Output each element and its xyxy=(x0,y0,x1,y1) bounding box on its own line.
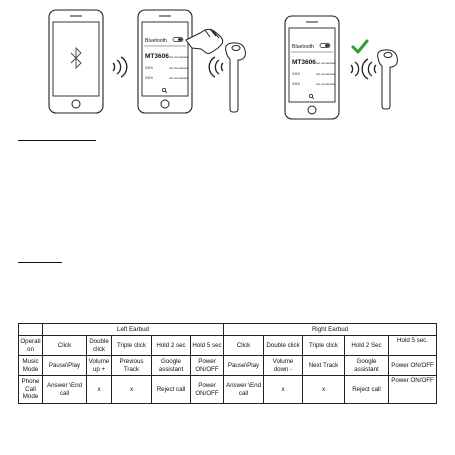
device-status: not connected xyxy=(169,55,188,59)
earbud-illustration xyxy=(226,43,246,112)
table-cell: Hold 2 sec xyxy=(152,336,191,356)
other-device: XXX xyxy=(145,65,154,70)
pairing-illustration xyxy=(0,0,455,120)
other-device-status: not connected xyxy=(169,76,188,80)
checkmark-icon xyxy=(353,41,367,52)
other-device: XXX xyxy=(292,81,301,86)
other-device-status: not connected xyxy=(316,72,335,76)
table-cell: Click xyxy=(224,336,264,356)
section-heading-underline xyxy=(18,262,62,263)
table-cell: Answer \End call xyxy=(43,376,87,404)
right-earbud-header: Right Earbud xyxy=(224,324,437,336)
table-cell: x xyxy=(112,376,152,404)
table-cell: Hold 5 sec xyxy=(191,336,224,356)
phone-bluetooth-list-2 xyxy=(285,16,339,119)
table-corner-cell xyxy=(19,324,43,336)
table-cell: x xyxy=(264,376,303,404)
table-cell: Power ON/OFF xyxy=(389,356,437,376)
table-cell: Answer \End call xyxy=(224,376,264,404)
row-label: Music Mode xyxy=(19,356,43,376)
wireless-signal-icon xyxy=(209,57,223,77)
table-cell: Triple click xyxy=(112,336,152,356)
table-cell: Hold 2 Sec xyxy=(345,336,389,356)
left-earbud-header: Left Earbud xyxy=(43,324,224,336)
table-row xyxy=(19,376,437,404)
earbud-controls-table xyxy=(18,323,437,404)
device-name: MT3606 xyxy=(292,59,316,66)
other-device: XXX xyxy=(292,71,301,76)
device-name: MT3606 xyxy=(145,53,169,60)
device-status: not connected xyxy=(316,61,335,65)
table-cell: x xyxy=(303,376,345,404)
screen-title: Bluetooth xyxy=(145,38,167,44)
table-row xyxy=(19,356,437,376)
phone-bluetooth-illustration xyxy=(49,10,103,113)
table-cell: Pause\Play xyxy=(43,356,87,376)
table-cell: x xyxy=(87,376,112,404)
table-cell: Google assistant xyxy=(345,356,389,376)
table-cell: Power ON/OFF xyxy=(191,356,224,376)
table-cell: Next Track xyxy=(303,356,345,376)
table-cell: Reject call xyxy=(345,376,389,404)
wireless-signal-icon xyxy=(113,57,127,77)
phone-bluetooth-list-1 xyxy=(138,10,192,113)
section-heading-underline xyxy=(18,140,96,141)
table-cell: Volume down - xyxy=(264,356,303,376)
table-header-row xyxy=(19,324,437,336)
table-cell: Power ON/OFF xyxy=(389,376,437,404)
table-cell: Click xyxy=(43,336,87,356)
table-cell: Google assistant xyxy=(152,356,191,376)
screen-title: Bluetooth xyxy=(292,44,314,50)
table-cell: Double click xyxy=(87,336,112,356)
table-cell: Volume up + xyxy=(87,356,112,376)
earbud-illustration xyxy=(378,50,398,109)
table-cell: Pause\Play xyxy=(224,356,264,376)
table-cell: Previous Track xyxy=(112,356,152,376)
table-cell: Triple click xyxy=(303,336,345,356)
table-row xyxy=(19,336,437,356)
table-cell: Power ON/OFF xyxy=(191,376,224,404)
other-device: XXX xyxy=(145,75,154,80)
wireless-signal-icon xyxy=(351,59,376,79)
table-cell: Reject call xyxy=(152,376,191,404)
row-label: Operation xyxy=(19,336,43,356)
row-label: Phone Call Mode xyxy=(19,376,43,404)
table-cell: Double click xyxy=(264,336,303,356)
table-cell: Hold 5 sec. xyxy=(389,336,437,356)
other-device-status: not connected xyxy=(169,66,188,70)
other-device-status: not connected xyxy=(316,82,335,86)
